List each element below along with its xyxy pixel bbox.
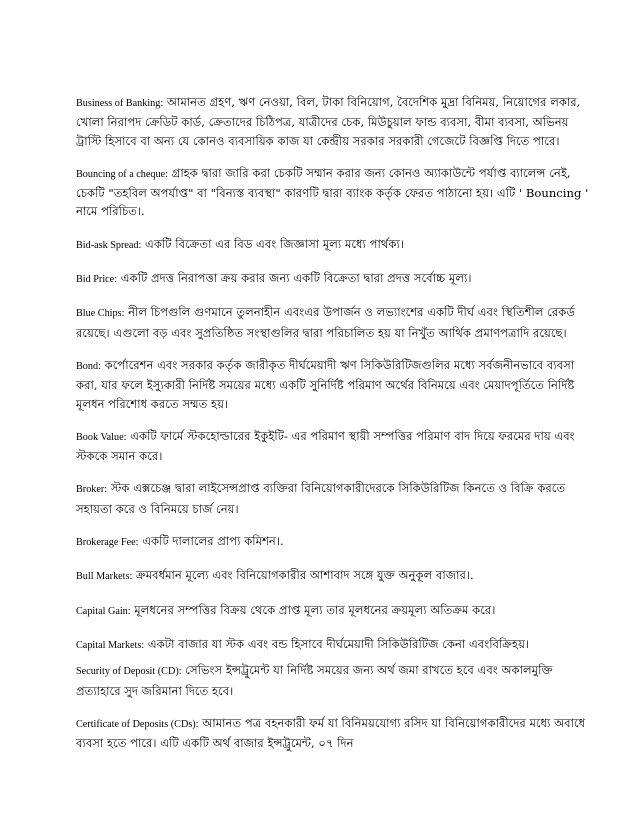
term: Brokerage Fee:	[76, 537, 139, 549]
entry-paragraph	[76, 479, 592, 518]
term: Bond:	[76, 360, 101, 372]
term: Bouncing of a cheque:	[76, 168, 168, 180]
glossary-entry	[76, 93, 592, 150]
definition: নীল চিপগুলি গুণমানে তুলনাহীন এবংএর উপার্জন ও লভ্যাংশের একটি দীর্ঘ এবং স্থিতিশীল রেকর্ড রয়েছে। এগুলো বড় এবং সুপ্রতিষ্ঠিত সংস্থাগুলির দ্বারা পরিচালিত হয় যা নিখুঁত আর্থিক প্রমাণপত্রাদি রয়েছে।	[76, 305, 575, 340]
definition: একটি বিক্রেতা এর বিড এবং জিজ্ঞাসা মূল্য মধ্যে পার্থক্য।	[145, 236, 404, 251]
glossary-entry	[76, 269, 592, 289]
term: Book Value:	[76, 431, 127, 443]
definition: গ্রাহক দ্বারা জারি করা চেকটি সম্মান করার জন্য কোনও অ্যাকাউন্টে পর্যাপ্ত ব্যালেন্স নেই, চেকটি "তহবিল অপর্যাপ্ত" বা "বিন্যস্ত ব্যবস্থা" কারণটি দ্বারা ব্যাংক কর্তৃক ফেরত পাঠানো হয়। এটি ' Bouncing ' নামে পরিচিত।.	[76, 165, 589, 219]
entry-paragraph	[76, 661, 592, 700]
definition: একটা বাজার যা স্টক এবং বন্ড হিসাবে দীর্ঘমেয়াদী সিকিউরিটিজ কেনা এবংবিক্রিহয়।	[147, 636, 530, 651]
term: Business of Banking:	[76, 98, 164, 109]
definition: স্টক এক্সচেঞ্জ দ্বারা লাইসেন্সপ্রাপ্ত ব্যক্তিরা বিনিয়োগকারীদেরকে সিকিউরিটিজ কিনতে ও বিক্রি করতে সহায়তা করে ও বিনিময়ে চার্জ নেয়।	[76, 481, 566, 516]
glossary-entry	[76, 356, 592, 413]
glossary-entry	[76, 164, 592, 221]
term: Bid-ask Spread:	[76, 239, 142, 251]
term: Capital Gain:	[76, 605, 131, 617]
entry-paragraph	[76, 269, 592, 289]
entry-paragraph	[76, 714, 592, 753]
entry-paragraph	[76, 93, 592, 150]
definition: কর্পোরেশন এবং সরকার কর্তৃক জারীকৃত দীর্ঘমেয়াদী ঋণ সিকিউরিটিজগুলির মধ্যে সর্বজনীনভাবে ব্যবসা করা, যার ফলে ইস্যুকারী নির্দিষ্ট সময়ের মধ্যে একটি সুনির্দিষ্ট পরিমাণ অর্থের বিনিময়ে এবং মেয়াদপূর্তিতে নির্দিষ্ট মূলধন পরিশোধ করতে সম্মত হয়।	[76, 357, 575, 411]
definition: ক্রমবর্ধমান মূল্যে এবং বিনিয়োগকারীর আশাবাদ সঙ্গে যুক্ত অনুকূল বাজার।.	[136, 568, 474, 583]
definition: সেভিংস ইন্সট্রুমেন্ট যা নির্দিষ্ট সময়ের জন্য অর্থ জমা রাখতে হবে এবং অকালমুক্তি প্রত্যাহারে সুদ জরিমানা দিতে হবে।	[76, 663, 553, 698]
entry-paragraph	[76, 235, 592, 255]
entry-paragraph	[76, 356, 592, 413]
glossary-entry	[76, 601, 592, 621]
definition: আমানত পত্র বহনকারী ফর্ম যা বিনিময়যোগ্য রসিদ যা বিনিয়োগকারীদের মধ্যে অবাধে ব্যবসা হতে পারে। এটি একটি অর্থ বাজার ইন্সট্রুমেন্ট, ০৭ দিন	[76, 715, 586, 751]
glossary-entry	[76, 235, 592, 255]
term: Broker:	[76, 484, 108, 496]
glossary-entry	[76, 635, 592, 655]
entry-paragraph	[76, 164, 592, 221]
entry-paragraph	[76, 427, 592, 466]
definition: মূলধনের সম্পত্তির বিক্রয় থেকে প্রাপ্ত মূল্য তার মূলধনের ক্রয়মূল্য অতিক্রম করে।	[134, 602, 496, 617]
term: Bid Price:	[76, 274, 118, 286]
term: Certificate of Deposits (CDs):	[76, 718, 199, 730]
entry-paragraph	[76, 566, 592, 586]
glossary-entry	[76, 661, 592, 700]
glossary-entry	[76, 427, 592, 466]
entry-paragraph	[76, 532, 592, 552]
glossary-entry	[76, 532, 592, 552]
term: Security of Deposit (CD):	[76, 666, 182, 678]
entry-paragraph	[76, 303, 592, 342]
definition: একটি দালালের প্রাপ্য কমিশন।.	[142, 534, 284, 549]
glossary-entry	[76, 714, 592, 753]
entry-paragraph	[76, 635, 592, 655]
glossary-entry	[76, 303, 592, 342]
definition: একটি ফার্মে স্টকহোল্ডারের ইকুইটি- এর পরিমাণ স্থায়ী সম্পত্তির পরিমাণ বাদ দিয়ে ফরমের দায় এবং স্টককে সমান করে।	[76, 428, 575, 464]
definition: একটি প্রদত্ত নিরাপত্তা ক্রয় করার জন্য একটি বিক্রেতা দ্বারা প্রদত্ত সর্বোচ্চ মূল্য।	[120, 271, 472, 286]
glossary-entry	[76, 566, 592, 586]
term: Bull Markets:	[76, 571, 133, 583]
term: Capital Markets:	[76, 639, 145, 651]
glossary-entry	[76, 479, 592, 518]
term: Blue Chips:	[76, 308, 125, 320]
definition: আমানত গ্রহণ, ঋণ নেওয়া, বিল, টাকা বিনিয়োগ, বৈদেশিক মুদ্রা বিনিময়, নিয়োগের লকার, খোলা নিরাপদ ক্রেডিট কার্ড, ক্রেতাদের চিঠিপত্র, যাত্রীদের চেক, মিউচুয়াল ফান্ড ব্যবসা, বীমা ব্যবসা, অভিনয় ট্রাস্টি হিসাবে বা অন্য যে কোনও ব্যবসায়িক কাজ যা কেন্দ্রীয় সরকার সরকারী গেজেটে বিজ্ঞপ্তি দিতে পারে।	[76, 95, 581, 148]
entry-paragraph	[76, 601, 592, 621]
